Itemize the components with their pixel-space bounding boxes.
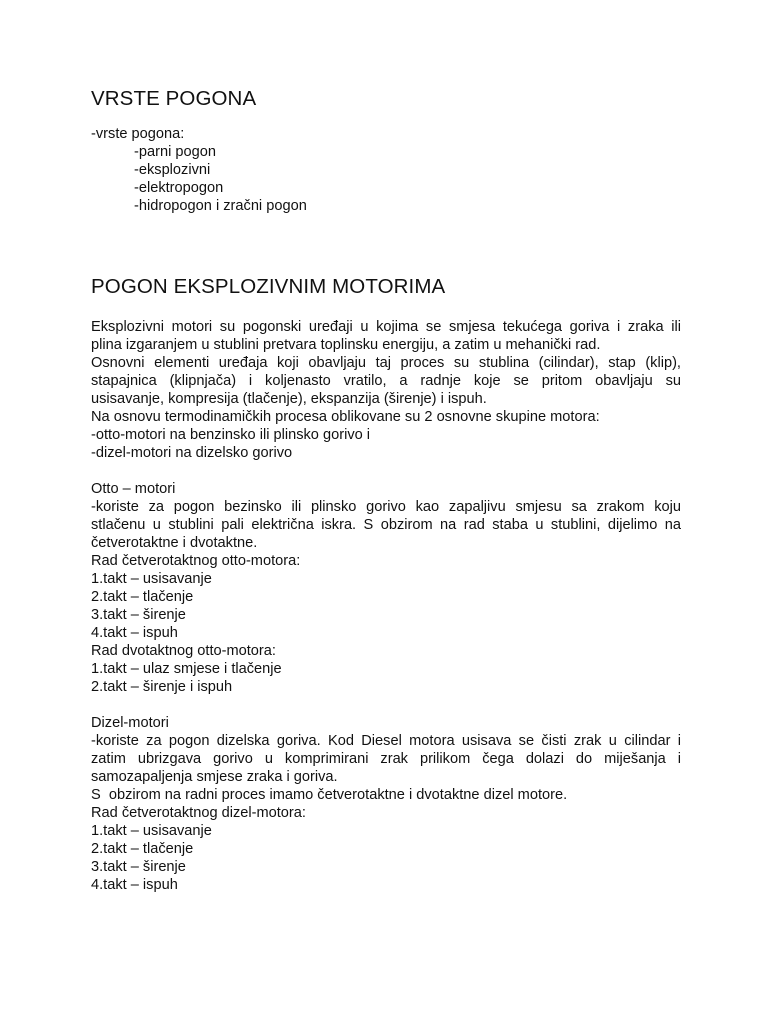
text-line: plina izgaranjem u stublini pretvara toplinsku energiju, a zatim u mehanički rad. <box>91 337 601 353</box>
text-line: stlačenu u stublini pali električna iskra. S obzirom na rad staba u stublini, dijelimo na <box>91 517 681 533</box>
paragraph-groups <box>91 408 681 462</box>
subsection-title-dizel: Dizel-motori <box>91 715 169 731</box>
list-item: -parni pogon <box>134 144 216 160</box>
text-line: stapajnica (klipnjača) i koljenasto vratilo, a radnje koje se pritom obavljaju su <box>91 373 681 389</box>
drive-types-list <box>91 125 681 215</box>
text-line: Osnovni elementi uređaja koji obavljaju taj proces su stublina (cilindar), stap (klip), <box>91 355 681 371</box>
list-item: 2.takt – tlačenje <box>91 841 194 857</box>
list-item: -hidropogon i zračni pogon <box>134 198 307 214</box>
list-item: 4.takt – ispuh <box>91 877 178 893</box>
list-item: -eksplozivni <box>134 162 211 178</box>
text-line: -koriste za pogon dizelska goriva. Kod Diesel motora usisava se čisti zrak u cilindar i <box>91 733 681 749</box>
four-stroke-title: Rad četverotaktnog otto-motora: <box>91 553 301 569</box>
subsection-title-otto: Otto – motori <box>91 481 176 497</box>
list-item: 3.takt – širenje <box>91 607 186 623</box>
text-line: S obzirom na radni proces imamo četverotaktne i dvotaktne dizel motore. <box>91 787 568 803</box>
list-item: 1.takt – usisavanje <box>91 571 212 587</box>
two-stroke-title: Rad dvotaktnog otto-motora: <box>91 643 276 659</box>
document-page <box>91 86 681 893</box>
list-item: 1.takt – ulaz smjese i tlačenje <box>91 661 282 677</box>
four-stroke-title: Rad četverotaktnog dizel-motora: <box>91 805 306 821</box>
section-title-vrste-pogona: VRSTE POGONA <box>91 87 257 110</box>
text-line: usisavanje, kompresija (tlačenje), ekspanzija (širenje) i ispuh. <box>91 391 487 407</box>
paragraph-elements <box>91 354 681 408</box>
text-line: četverotaktne i dvotaktne. <box>91 535 258 551</box>
list-item: -elektropogon <box>134 180 224 196</box>
text-line: -koriste za pogon bezinsko ili plinsko gorivo kao zapaljivu smjesu sa zrakom koju <box>91 499 681 515</box>
list-item: 1.takt – usisavanje <box>91 823 212 839</box>
paragraph-intro <box>91 318 681 354</box>
section-body <box>91 318 681 894</box>
list-item: 4.takt – ispuh <box>91 625 178 641</box>
list-item: 3.takt – širenje <box>91 859 186 875</box>
list-item: 2.takt – širenje i ispuh <box>91 679 233 695</box>
text-line: -dizel-motori na dizelsko gorivo <box>91 445 293 461</box>
dizel-section <box>91 714 681 894</box>
section-title-pogon-eksplozivnim-motorima: POGON EKSPLOZIVNIM MOTORIMA <box>91 275 446 298</box>
text-line: zatim ubrizgava gorivo u komprimirani zrak prilikom čega dolazi do miješanja i <box>91 751 681 767</box>
drive-types-intro: -vrste pogona: <box>91 126 185 142</box>
text-line: Na osnovu termodinamičkih procesa oblikovane su 2 osnovne skupine motora: <box>91 409 600 425</box>
list-item: 2.takt – tlačenje <box>91 589 194 605</box>
text-line: Eksplozivni motori su pogonski uređaji u kojima se smjesa tekućega goriva i zraka ili <box>91 319 681 335</box>
text-line: -otto-motori na benzinsko ili plinsko gorivo i <box>91 427 371 443</box>
text-line: samozapaljenja smjese zraka i goriva. <box>91 769 338 785</box>
otto-section <box>91 480 681 696</box>
